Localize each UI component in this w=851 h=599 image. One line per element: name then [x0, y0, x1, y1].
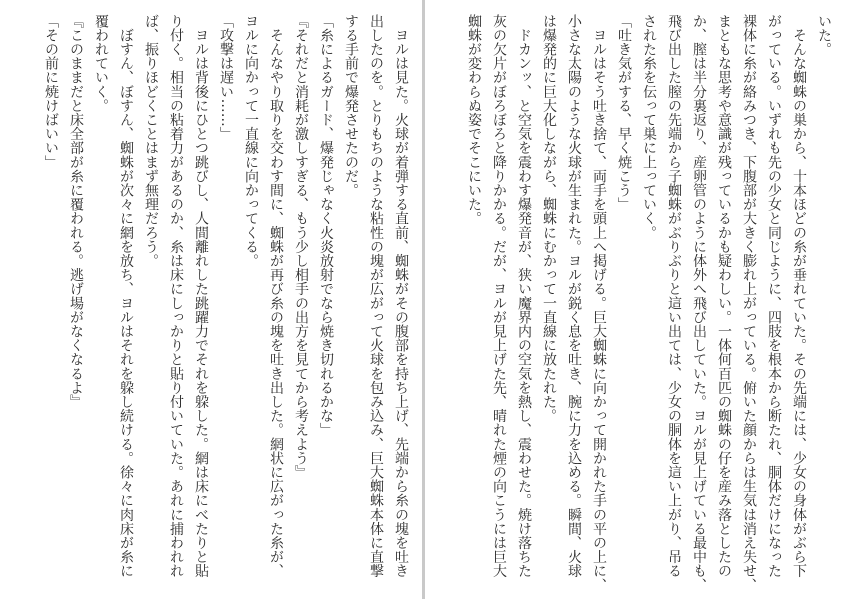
text-line: 小さな太陽のような火球が生まれた。ヨルが鋭く息を吐き、腕に力を込める。瞬間、火球: [566, 14, 582, 578]
text-line: そんな蜘蛛の巣から、十本ほどの糸が垂れていた。その先端には、少女の身体がぶら下: [791, 14, 807, 578]
text-line: ヨルは見た。火球が着弾する直前、蜘蛛がその腹部を持ち上げ、先端から糸の塊を吐き: [393, 14, 409, 578]
text-line: は爆発的に巨大化しながら、蜘蛛にむかって一直線に放たれた。: [541, 14, 557, 423]
text-line: 灰の欠片がぼろぼろと降りかかる。だが、ヨルが見上げた先、晴れた煙の向こうには巨大: [491, 14, 507, 578]
text-line: か、膣は半分裏返り、産卵管のように体外へ飛び出していた。ヨルが見上げている最中も、: [691, 14, 707, 593]
text-line: り付く。相当の粘着力があるのか、糸は床にしっかりと貼り付いていた。あれに捕われれ: [168, 14, 184, 578]
text-line: 『それだと消耗が激しすぎる、もう少し相手の出方を見てから考えよう』: [293, 14, 309, 480]
text-line: 飛び出した膣の先端から子蜘蛛がぶりぶりと這い出ては、少女の胴体を這い上がり、吊る: [666, 14, 682, 578]
text-line: そんなやり取りを交わす間に、蜘蛛が再び糸の塊を吐き出した。網状に広がった糸が、: [268, 14, 284, 578]
text-line: ヨルは背後にひとつ跳びし、人間離れした跳躍力でそれを躱した。網は床にべたりと貼: [193, 14, 209, 578]
text-line: 『このままだと床全部が糸に覆われる。逃げ場がなくなるよ』: [68, 14, 84, 409]
text-line: ドカンッ、と空気を震わす爆発音が、狭い魔界内の空気を熱し、震わせた。焼け落ちた: [516, 14, 532, 578]
right-page: [461, 14, 836, 593]
text-line: 「攻撃は遅い……」: [218, 14, 234, 141]
text-line: ぼすん、ぼすん、蜘蛛が次々に網を放ち、ヨルはそれを躱し続ける。徐々に肉床が糸に: [118, 14, 134, 578]
text-line: 「吐き気がする、早く焼こう」: [616, 14, 632, 212]
text-line: いた。: [816, 14, 832, 57]
text-line: ば、振りほどくことはまず無理だろう。: [143, 14, 159, 268]
text-line: 覆われていく。: [93, 14, 109, 113]
text-line: 「糸によるガード、爆発じゃなく火炎放射でなら焼き切れるかな」: [318, 14, 334, 437]
page-divider: [422, 0, 425, 599]
text-line: がっている。いずれも先の少女と同じように、四肢を根本から断たれ、胴体だけになった: [766, 14, 782, 578]
text-line: ヨルはそう吐き捨て、両手を頭上へ掲げる。巨大蜘蛛に向かって開かれた手の平の上に、: [591, 14, 607, 593]
text-line: された糸を伝って巣に上っていく。: [641, 14, 657, 240]
text-line: まともな思考や意識が残っているかも疑わしい。一体何百匹の蜘蛛の仔を産み落としたの: [716, 14, 732, 578]
text-line: 蜘蛛が変わらぬ姿でそこにいた。: [466, 14, 482, 226]
left-page: [38, 14, 413, 589]
text-line: 裸体に糸が絡みつき、下腹部が大きく膨れ上がっている。俯いた顔からは生気は消え失せ、: [741, 14, 757, 593]
text-line: 出したのを。とりもちのような粘性の塊が広がって火球を包み込み、巨大蜘蛛本体に直撃: [368, 14, 384, 578]
text-line: ヨルに向かって一直線に向かってくる。: [243, 14, 259, 268]
text-line: する手前で爆発させたのだ。: [343, 14, 359, 198]
text-line: 「その前に焼けばいい」: [43, 14, 59, 170]
